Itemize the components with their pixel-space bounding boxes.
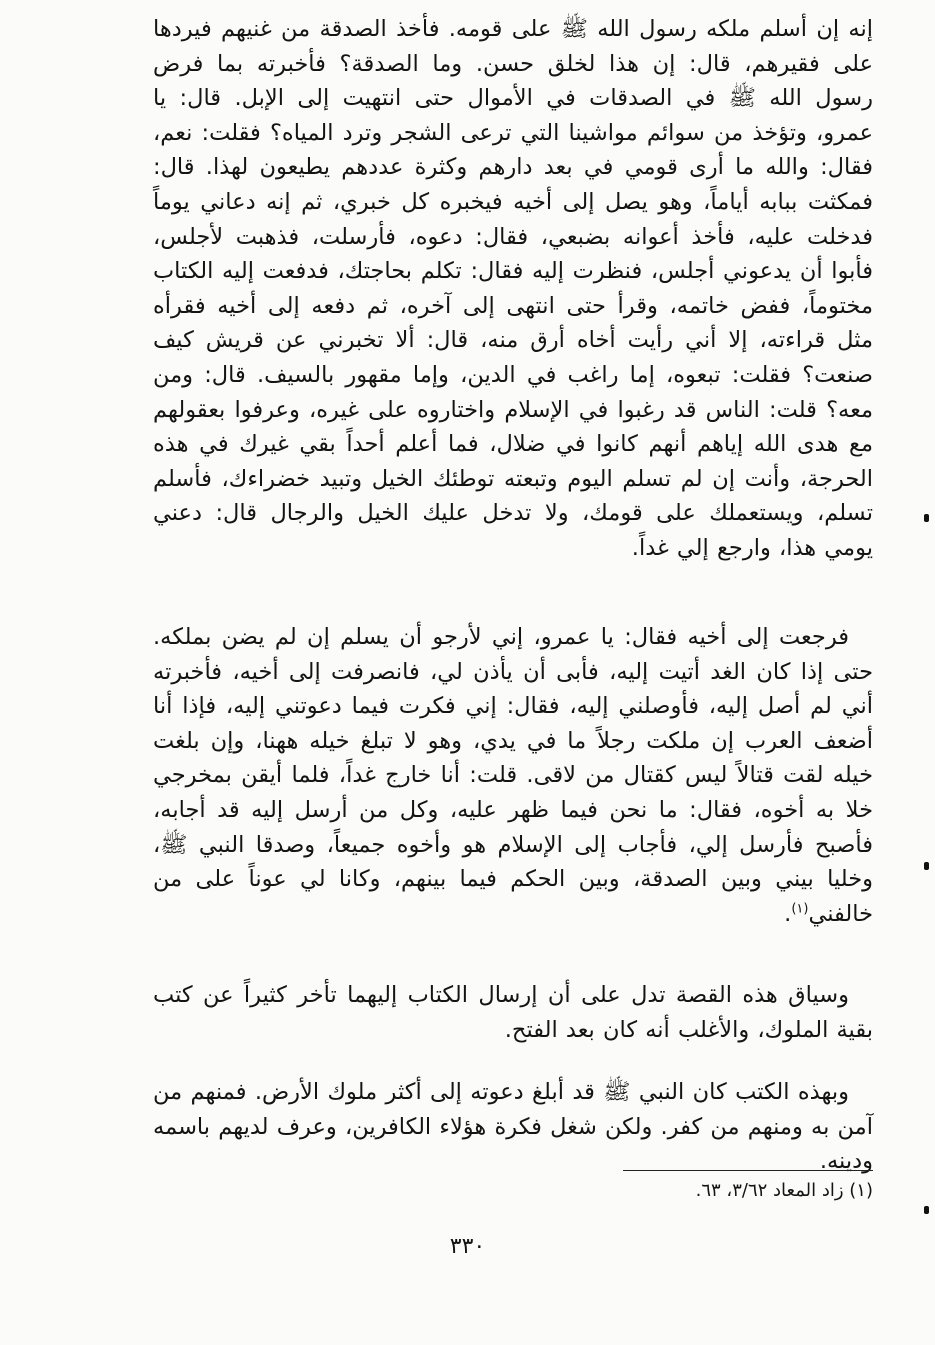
paragraph-3-line — [153, 978, 873, 1047]
paragraph-3 — [153, 978, 873, 1047]
page-number: ٣٣٠ — [449, 1234, 486, 1259]
paragraph-4 — [153, 1075, 873, 1179]
paragraph-4-line — [153, 1075, 873, 1179]
margin-mark — [924, 862, 929, 870]
paragraph-2-line: فرجعت إلى أخيه فقال: يا عمرو، إني لأرجو أن يسلم إن لم يضن بملكه. حتى إذا كان الغد أتيت إليه، فأبى أن يأذن لي، فانصرفت إلى أخيه، فأخبرته أني لم أصل إليه، فأوصلني إليه، فقال: إني فكرت فيما دعوتني إليه، فإذا أنا أضعف العرب إن ملكت رجلاً ما في يدي، وهو لا تبلغ خيله ههنا، وإن بلغت خيله لقت قتالاً ليس كقتال من لاقى. قلت: أنا خارج غداً، فلما أيقن بمخرجي خلا به أخوه، فقال: ما نحن فيما ظهر عليه، وكل من أرسل إليه قد أجابه، فأصبح فأرسل إلي، فأجاب إلى الإسلام هو وأخوه جميعاً، وصدقا النبي ﷺ، وخليا بيني وبين الصدقة، وبين الحكم فيما بينهم، وكانا لي عوناً على من خالفني$^{(١)}$. — [153, 624, 873, 927]
paragraph-3-text: وسياق هذه القصة تدل على أن إرسال الكتاب إليهما تأخر كثيراً عن كتب بقية الملوك، والأغلب أنه كان بعد الفتح. — [153, 982, 873, 1043]
paragraph-2 — [153, 620, 873, 931]
paragraph-1 — [153, 12, 873, 566]
paragraph-1-text: إنه إن أسلم ملكه رسول الله ﷺ على قومه. فأخذ الصدقة من غنيهم فيردها على فقيرهم، قال: إن هذا لخلق حسن. وما الصدقة؟ فأخبرته بما فرض رسول الله ﷺ في الصدقات في الأموال حتى انتهيت إلى الإبل. قال: يا عمرو، وتؤخذ من سوائم مواشينا التي ترعى الشجر وترد المياه؟ فقلت: نعم، فقال: والله ما أرى قومي في بعد دارهم وكثرة عددهم يطيعون لهذا. قال: فمكثت ببابه أياماً، وهو يصل إلى أخيه فيخبره كل خبري، ثم إنه دعاني يوماً فدخلت عليه، فأخذ أعوانه بضبعي، فقال: دعوه، فأرسلت، فذهبت لأجلس، فأبوا أن يدعوني أجلس، فنظرت إليه فقال: تكلم بحاجتك، فدفعت إليه الكتاب مختوماً، ففض خاتمه، وقرأ حتى انتهى إلى آخره، ثم دفعه إلى أخيه فقرأه مثل قراءته، إلا أني رأيت أخاه أرق منه، قال: ألا تخبرني عن قريش كيف صنعت؟ فقلت: تبعوه، إما راغب في الدين، وإما مقهور بالسيف. قال: ومن معه؟ قلت: الناس قد رغبوا في الإسلام واختاروه على غيره، وعرفوا بعقولهم مع هدى الله إياهم أنهم كانوا في ضلال، فما أعلم أحداً بقي غيرك في هذه الحرجة، وأنت إن لم تسلم اليوم وتبعته توطئك الخيل وتبيد خضراءك، فأسلم تسلم، ويستعملك على قومك، ولا تدخل عليك الخيل والرجال قال: دعني يومي هذا، وارجع إلي غداً. — [153, 16, 873, 561]
paragraph-2-text: فرجعت إلى أخيه فقال: يا عمرو، إني لأرجو أن يسلم إن لم يضن بملكه. حتى إذا كان الغد أتيت إليه، فأبى أن يأذن لي، فانصرفت إلى أخيه، فأخبرته أني لم أصل إليه، فأوصلني إليه، فقال: إني فكرت فيما دعوتني إليه، فإذا أنا أضعف العرب إن ملكت رجلاً ما في يدي، وهو لا تبلغ خيله ههنا، وإن بلغت خيله لقت قتالاً ليس كقتال من لاقى. قلت: أنا خارج غداً، فلما أيقن بمخرجي خلا به أخوه، فقال: ما نحن فيما ظهر عليه، وكل من أرسل إليه قد أجابه، فأصبح فأرسل إلي، فأجاب إلى الإسلام هو وأخوه جميعاً، وصدقا النبي ﷺ، وخليا بيني وبين الصدقة، وبين الحكم فيما بينهم، وكانا لي عوناً على من خالفني — [153, 624, 873, 927]
footnote-marker[interactable]: (١) — [791, 901, 809, 917]
margin-mark — [924, 1206, 929, 1214]
paragraph-4-text: وبهذه الكتب كان النبي ﷺ قد أبلغ دعوته إلى أكثر ملوك الأرض. فمنهم من آمن به ومنهم من كفر. ولكن شغل فكرة هؤلاء الكافرين، وعرف لديهم باسمه ودينه. — [153, 1079, 873, 1175]
footnote: (١) زاد المعاد ٣/٦٢، ٦٣. — [695, 1180, 873, 1201]
footnote-divider — [623, 1170, 873, 1171]
margin-mark — [924, 514, 929, 522]
